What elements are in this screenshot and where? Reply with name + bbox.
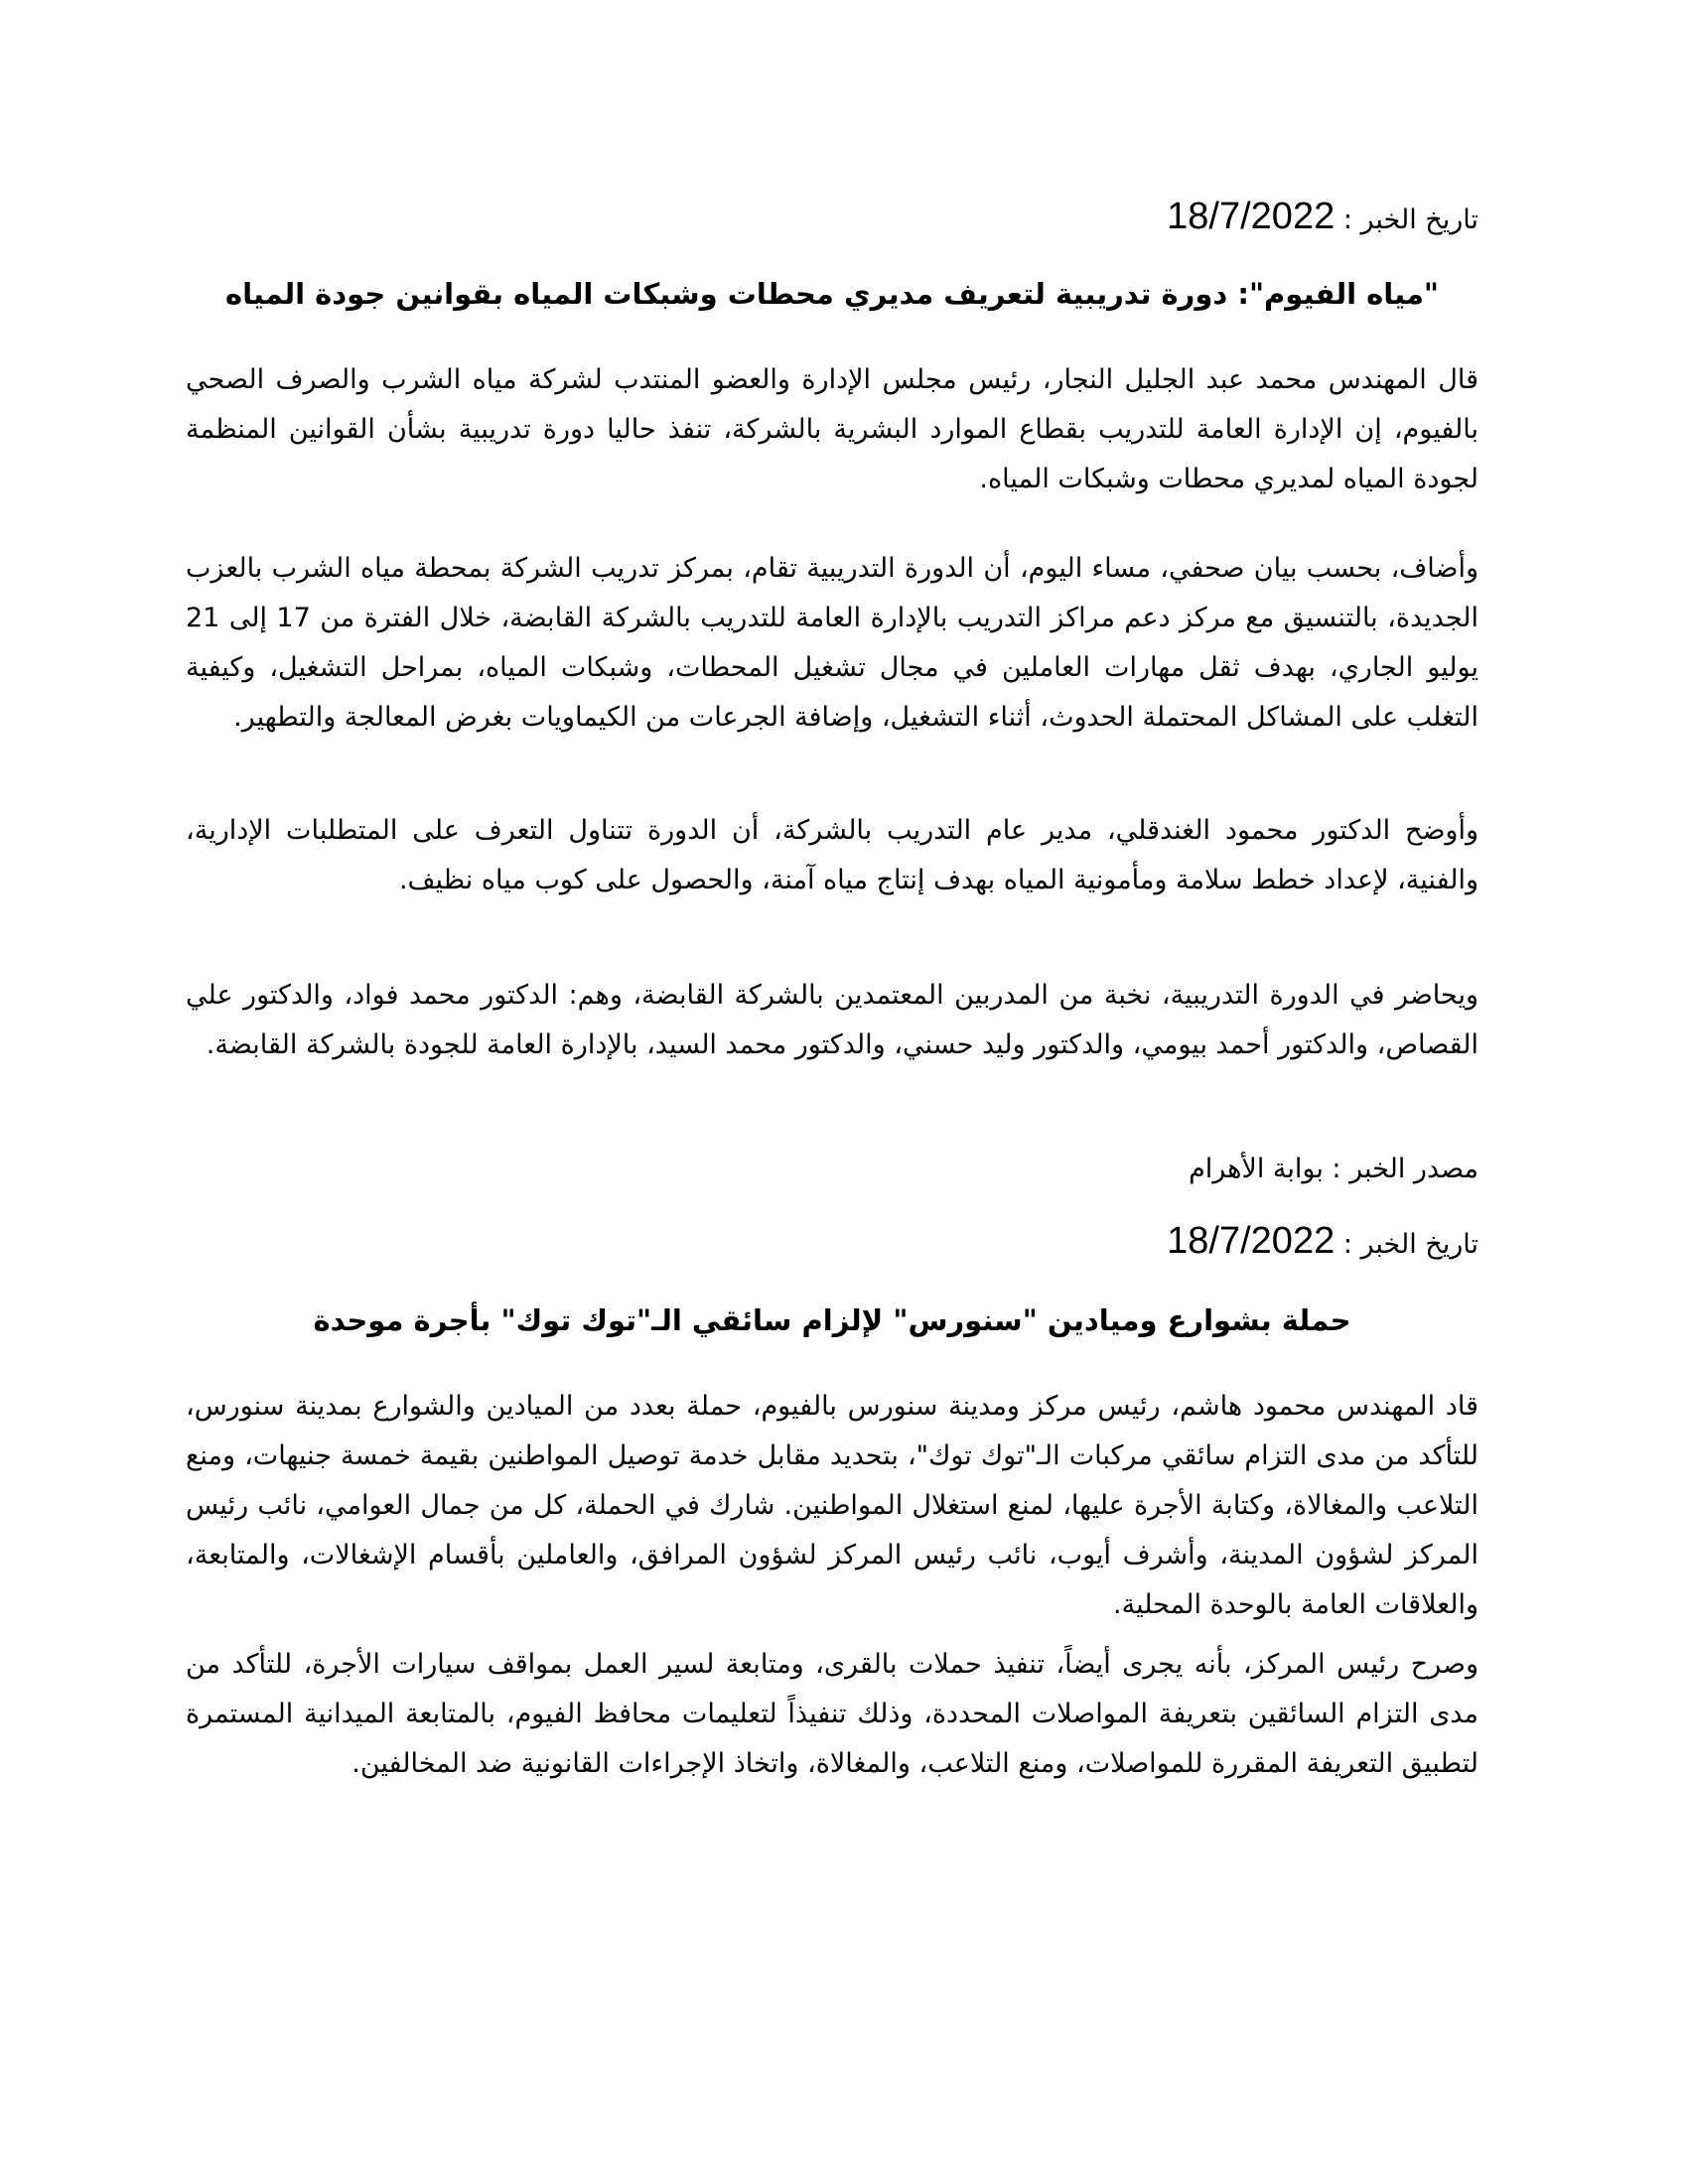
article1-paragraph-3-block — [186, 806, 1478, 905]
article1-paragraph-3: وأوضح الدكتور محمود الغندقلي، مدير عام التدريب بالشركة، أن الدورة تتناول التعرف على المتطلبات الإدارية، والفنية، لإعداد خطط سلامة ومأمونية المياه بهدف إنتاج مياه آمنة، والحصول على كوب مياه نظيف. — [186, 815, 1478, 895]
article2-date-label: تاريخ الخبر : — [1342, 1229, 1478, 1260]
article2-paragraph-2-block — [186, 1640, 1478, 1789]
article2-paragraph-2: وصرح رئيس المركز، بأنه يجرى أيضاً، تنفيذ حملات بالقرى، ومتابعة لسير العمل بمواقف سيارات الأجرة، للتأكد من مدى التزام السائقين بتعريفة المواصلات المحددة، وذلك تنفيذاً لتعليمات محافظ الفيوم، بالمتابعة الميدانية المستمرة لتطبيق التعريفة المقررة للمواصلات، ومنع التلاعب، والمغالاة، واتخاذ الإجراءات القانونية ضد المخالفين. — [186, 1649, 1478, 1779]
article1-paragraph-4: ويحاضر في الدورة التدريبية، نخبة من المدربين المعتمدين بالشركة القابضة، وهم: الدكتور محمد فواد، والدكتور علي القصاص، والدكتور أحمد بيومي، والدكتور وليد حسني، والدكتور محمد السيد، بالإدارة العامة للجودة بالشركة القابضة. — [186, 980, 1478, 1060]
article1-date: 18/7/2022 — [1167, 196, 1336, 237]
article1-date-line — [186, 197, 1478, 240]
article1-title: "مياه الفيوم": دورة تدريبية لتعريف مديري محطات وشبكات المياه بقوانين جودة المياه — [224, 277, 1440, 311]
article1-paragraph-2: وأضاف، بحسب بيان صحفي، مساء اليوم، أن الدورة التدريبية تقام، بمركز تدريب الشركة بمحطة مياه الشرب بالعزب الجديدة، بالتنسيق مع مركز دعم مراكز التدريب بالإدارة العامة للتدريب بالشركة القابضة، خلال الفترة من 17 إلى 21 يوليو الجاري، بهدف ثقل مهارات العاملين في مجال تشغيل المحطات، وشبكات المياه، بمراحل التشغيل، وكيفية التغلب على المشاكل المحتملة الحدوث، أثناء التشغيل، وإضافة الجرعات من الكيماويات بغرض المعالجة والتطهير. — [186, 553, 1478, 733]
article1-paragraph-4-block — [186, 971, 1478, 1070]
article2-title-block — [186, 1300, 1478, 1340]
article1-paragraph-2-block — [186, 544, 1478, 743]
article2-paragraph-1-block — [186, 1382, 1478, 1630]
article2-title: حملة بشوارع وميادين "سنورس" لإلزام سائقي الـ"توك توك" بأجرة موحدة — [313, 1303, 1351, 1337]
article2-paragraph-1: قاد المهندس محمود هاشم، رئيس مركز ومدينة سنورس بالفيوم، حملة بعدد من الميادين والشوارع بمدينة سنورس، للتأكد من مدى التزام سائقي مركبات الـ"توك توك"، بتحديد مقابل خدمة توصيل المواطنين بقيمة خمسة جنيهات، ومنع التلاعب والمغالاة، وكتابة الأجرة عليها، لمنع استغلال المواطنين. شارك في الحملة، كل من جمال العوامي، نائب رئيس المركز لشؤون المدينة، وأشرف أيوب، نائب رئيس المركز لشؤون المرافق، والعاملين بأقسام الإشغالات، والمتابعة، والعلاقات العامة بالوحدة المحلية. — [186, 1391, 1478, 1620]
article2-date: 18/7/2022 — [1167, 1220, 1336, 1262]
article1-source-block — [186, 1150, 1478, 1189]
article2-date-line — [186, 1221, 1478, 1265]
article1-paragraph-1: قال المهندس محمد عبد الجليل النجار، رئيس مجلس الإدارة والعضو المنتدب لشركة مياه الشرب والصرف الصحي بالفيوم، إن الإدارة العامة للتدريب بقطاع الموارد البشرية بالشركة، تنفذ حاليا دورة تدريبية بشأن القوانين المنظمة لجودة المياه لمديري محطات وشبكات المياه. — [186, 364, 1478, 494]
article1-date-label: تاريخ الخبر : — [1342, 205, 1478, 235]
article1-title-block — [186, 274, 1478, 314]
article1-source: مصدر الخبر : بوابة الأهرام — [1189, 1154, 1478, 1184]
article1-paragraph-1-block — [186, 355, 1478, 504]
